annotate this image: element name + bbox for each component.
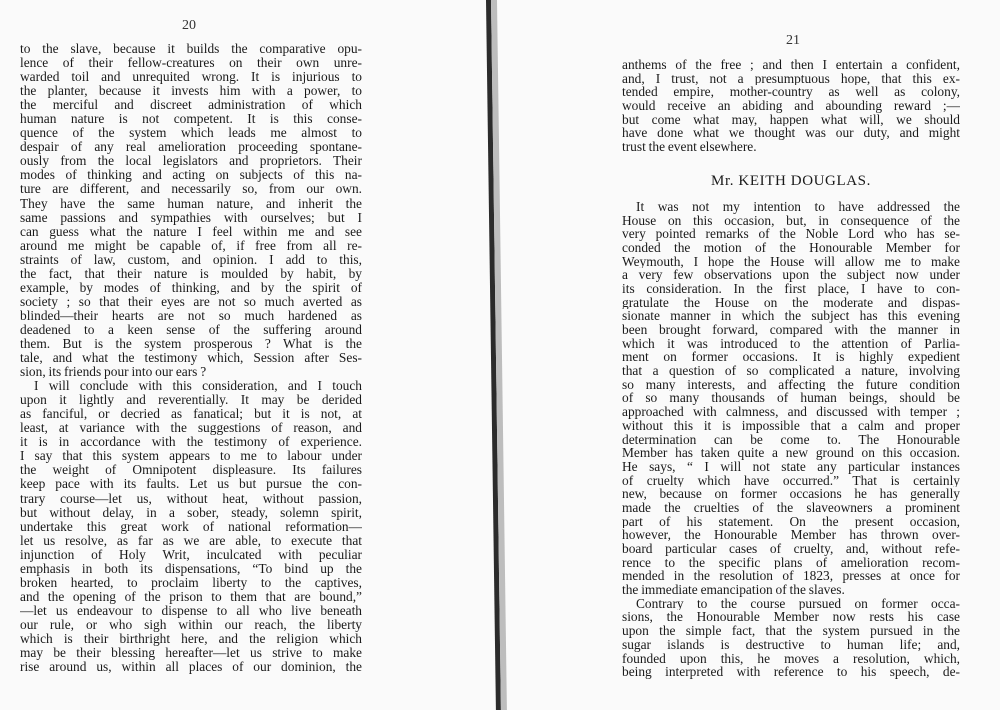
text-line: trust the event elsewhere. xyxy=(622,140,757,154)
text-line: that a question of so complicated a nature, involving xyxy=(622,364,960,378)
text-line: injunction of Holy Writ, inculcated with peculiar xyxy=(20,547,362,562)
text-line: of so many thousands of human beings, should be xyxy=(622,391,960,406)
text-line: our rule, or who sigh within our reach, the liberty xyxy=(20,617,362,632)
text-line: I say that this system appears to me to labour under xyxy=(20,449,362,464)
text-line: broken hearted, to proclaim liberty to the captives, xyxy=(20,575,362,590)
text-line: quence of the system which leads me almost to xyxy=(20,126,362,141)
body-text xyxy=(20,42,362,674)
text-line: new, because on former occasions he has generally xyxy=(622,487,960,501)
text-line: Member has taken quite a new ground on this occasion. xyxy=(622,446,960,460)
text-line: warded toil and unrequited wrong. It is injurious to xyxy=(20,70,362,85)
text-line: the merciful and discreet administration of which xyxy=(20,98,362,113)
text-line: I will conclude with this consideration, and I touch xyxy=(34,379,362,394)
text-line: which it was introduced to the attention of Parlia- xyxy=(622,336,960,351)
text-line: ously from the local legislators and proprietors. Their xyxy=(20,154,362,169)
text-before-heading xyxy=(622,58,960,154)
text-line: human nature is not competent. It is this conse- xyxy=(20,112,362,127)
text-line: sion, its friends pour into our ears ? xyxy=(20,365,207,380)
text-line: to the slave, because it builds the comparative opu- xyxy=(20,42,362,56)
text-line: have done what we thought was our duty, and might xyxy=(622,126,960,141)
text-line: and, I trust, not a presumptuous hope, that this ex- xyxy=(622,71,960,86)
body-text xyxy=(622,58,960,679)
text-line: tended empire, mother-country as well as colony, xyxy=(622,85,960,100)
text-line: He says, “ I will not state any particular instances xyxy=(622,459,960,474)
text-line: example, by modes of thinking, and by the spirit of xyxy=(20,280,362,295)
text-line: which is their birthright here, and the religion which xyxy=(20,631,362,646)
text-line: without this it is impossible that a calm and proper xyxy=(622,418,960,433)
text-line: upon the simple fact, that the system pursued in the xyxy=(622,624,960,638)
text-line: around me might be capable of, if free from all re- xyxy=(20,238,362,253)
text-line: and the opening of the prison to them that are bound,” xyxy=(20,589,362,604)
text-line: sions, the Honourable Member now rests his case xyxy=(622,610,960,625)
text-line: emphasis in both its dispensations, “To bind up the xyxy=(20,561,362,576)
page-number: 21 xyxy=(786,33,800,48)
text-line: modes of thinking and acting on subjects of this na- xyxy=(20,168,362,183)
text-line: Contrary to the course pursued on former occa- xyxy=(636,596,960,611)
text-line: conded the motion of the Honourable Member for xyxy=(622,240,960,255)
text-line: being interpreted with reference to his speech, de- xyxy=(622,665,960,679)
text-line: straints of law, custom, and opinion. I add to this, xyxy=(20,252,362,267)
text-line: trary course—let us, without heat, without passion, xyxy=(20,491,362,506)
right-page xyxy=(500,0,1000,710)
text-line: rence to the specific plans of amelioration recom- xyxy=(622,555,960,570)
text-line: rise around us, within all places of our dominion, the xyxy=(20,660,362,675)
text-line: the planter, because it invests him with a power, to xyxy=(20,84,362,99)
text-line: may be their blessing hereafter—let us strive to make xyxy=(20,646,362,661)
text-line: upon it lightly and reverentially. It may be derided xyxy=(20,393,362,408)
text-line: deadened to a keen sense of the suffering around xyxy=(20,322,362,337)
paragraph xyxy=(20,42,362,379)
text-line: been brought forward, compared with the manner in xyxy=(622,323,960,337)
page-number: 20 xyxy=(182,18,196,33)
text-line: Weymouth, I hope the House will allow me to make xyxy=(622,254,960,269)
text-line: ture are different, and necessarily so, from our own. xyxy=(20,182,362,197)
text-line: founded upon this, he moves a resolution, which, xyxy=(622,651,960,666)
paragraph xyxy=(622,597,960,679)
text-line: board particular cases of cruelty, and, without refe- xyxy=(622,542,960,556)
text-line: very pointed remarks of the Noble Lord who has se- xyxy=(622,227,960,241)
text-line: sionate manner in which the subject has this evening xyxy=(622,309,960,323)
paragraph xyxy=(622,58,960,154)
text-after-heading xyxy=(622,200,960,679)
text-line: the immediate emancipation of the slaves. xyxy=(622,583,845,597)
text-line: would receive an abiding and abounding reward ;— xyxy=(622,99,960,113)
text-line: least, at variance with the suggestions of reason, and xyxy=(20,421,362,436)
paragraph xyxy=(20,379,362,674)
text-line: undertake this great work of national reformation— xyxy=(20,519,362,534)
text-line: made the cruelties of the slaveowners a prominent xyxy=(622,500,960,515)
text-line: as fanciful, or decried as fanatical; but it is not, at xyxy=(20,407,362,422)
text-line: blinded—their hearts are not so much hardened as xyxy=(20,308,362,323)
speaker-heading: Mr. KEITH DOUGLAS. xyxy=(711,172,871,189)
text-line: mended in the resolution of 1823, presses at once for xyxy=(622,569,960,584)
text-line: lence of their fellow-creatures on their own unre- xyxy=(20,56,362,71)
text-line: tale, and what the testimony which, Session after Ses- xyxy=(20,351,362,366)
paragraph xyxy=(622,200,960,597)
text-line: the weight of Omnipotent displeasure. Its failures xyxy=(20,463,362,478)
text-line: part of his statement. On the present occasion, xyxy=(622,514,960,529)
text-line: House on this occasion, but, in consequence of the xyxy=(622,213,960,228)
text-line: its consideration. In the first place, I have to con- xyxy=(622,281,960,296)
text-line: They have the same human nature, and inherit the xyxy=(20,196,362,211)
text-line: —let us endeavour to dispense to all who live beneath xyxy=(20,603,362,618)
text-line: despair of any real amelioration proceeding spontane- xyxy=(20,140,362,155)
text-line: sugar islands is destructive to human life; and, xyxy=(622,637,960,652)
text-line: anthems of the free ; and then I entertain a confident, xyxy=(622,58,960,72)
text-line: approached with calmness, and discussed with temper ; xyxy=(622,405,960,419)
text-line: same passions and sympathies with ourselves; but I xyxy=(20,210,362,225)
text-line: It was not my intention to have addressed the xyxy=(636,199,960,214)
text-line: gratulate the House on the moderate and dispas- xyxy=(622,295,960,310)
text-line: it is in accordance with the testimony of experience. xyxy=(20,435,362,450)
text-line: but without delay, in a sober, steady, solemn spirit, xyxy=(20,505,362,520)
text-line: ment on former occasions. It is highly expedient xyxy=(622,350,960,365)
left-page xyxy=(0,0,488,710)
text-line: a very few observations upon the subject now under xyxy=(622,268,960,282)
text-line: however, the Honourable Member has thrown over- xyxy=(622,528,960,542)
text-line: so many interests, and affecting the future condition xyxy=(622,377,960,392)
text-line: the fact, that their nature is moulded by habit, by xyxy=(20,266,362,281)
text-line: can guess what the nature I feel within me and see xyxy=(20,224,362,239)
text-line: of cruelty which have occurred.” That is certainly xyxy=(622,473,960,488)
text-line: society ; so that their eyes are not so much averted as xyxy=(20,294,362,309)
text-line: keep pace with its faults. Let us but pursue the con- xyxy=(20,477,362,492)
text-line: them. But is the system prosperous ? What is the xyxy=(20,336,362,351)
text-line: let us resolve, as far as we are able, to execute that xyxy=(20,533,362,548)
text-line: determination can be come to. The Honourable xyxy=(622,432,960,447)
text-line: but come what may, happen what will, we should xyxy=(622,112,960,127)
